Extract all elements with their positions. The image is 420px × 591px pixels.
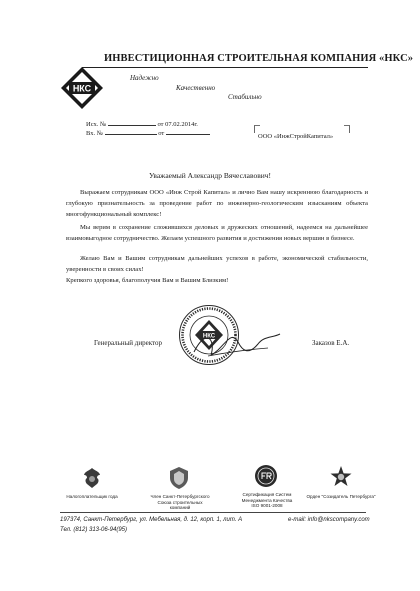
incoming-date-prefix: от [158,130,165,137]
header-divider [82,67,368,68]
union-emblem-icon [167,466,191,490]
outgoing-number-blank [108,119,156,126]
company-logo-icon [60,66,104,110]
iso-certificate-icon [254,464,278,488]
logo-text: НКС [72,83,92,94]
letter-paragraph-4: Крепкого здоровья, благополучия Вам и Вашим Близким! [66,277,229,284]
footer-divider [60,512,366,513]
slogan-stable: Стабильно [228,93,262,101]
letter-greeting: Уважаемый Александр Вячеславович! [148,171,272,180]
recipient-name: ООО «ИнжСтройКапитал» [258,133,334,140]
incoming-number-row [86,128,210,137]
footer-phone: Тел. (812) 313-06-94(95) [60,527,128,533]
outgoing-number-row [86,119,198,128]
recipient-bracket [254,125,350,133]
letter-paragraph-2: Мы верим в сохранение сложившихся деловых и дружеских отношений, надеемся на дальнейшее взаимовыгодное сотрудничество. Желаем успешного развития и достижения новых вершин в бизнесе. [66,224,368,242]
star-order-icon [329,465,353,489]
badge-label-union: Член Санкт-Петербургского Союза строительных компаний [150,494,210,511]
badge-label-taxpayer: Налогоплательщик года [66,494,118,499]
badge-label-iso: Сертификация Систем Менеджмента Качества ISO 9001-2008 [241,492,293,509]
seal-text: НКС [202,333,216,340]
footer-address: 197374, Санкт-Петербург, ул. Мебельная, д. 12, корп. 1, лит. А [60,517,243,523]
incoming-date-blank [166,128,210,135]
slogan-quality: Качественно [176,84,216,92]
incoming-number-blank [105,128,157,135]
outgoing-date: 07.02.2014г. [165,121,198,128]
company-title: ИНВЕСТИЦИОННАЯ СТРОИТЕЛЬНАЯ КОМПАНИЯ «НКС» [104,53,414,64]
handwritten-signature [188,326,284,366]
letter-paragraph-3: Желаю Вам и Вашим сотрудникам дальнейших успехов в работе, экономической стабильности, уверенности в своих силах! [66,255,368,273]
slogan-reliable: Надежно [130,74,159,82]
outgoing-date-prefix: от [157,121,164,128]
signatory-name: Заказов Е.А. [312,339,350,347]
footer-email: e-mail: info@nkscompany.com [288,517,370,523]
signatory-position: Генеральный директор [94,339,162,347]
incoming-number-label: Вх. № [86,130,103,137]
outgoing-number-label: Исх. № [86,121,107,128]
eagle-emblem-icon [80,466,104,490]
badge-label-order: Орден "Созидатель Петербурга" [306,494,376,499]
letter-paragraph-1: Выражаем сотрудникам ООО «Инж Строй Капитал» и лично Вам нашу искреннюю благодарность и глубокую признательность за проведение работ по инженерно-геологическим изысканиям объекта многофункциональный комплекс! [66,189,368,218]
